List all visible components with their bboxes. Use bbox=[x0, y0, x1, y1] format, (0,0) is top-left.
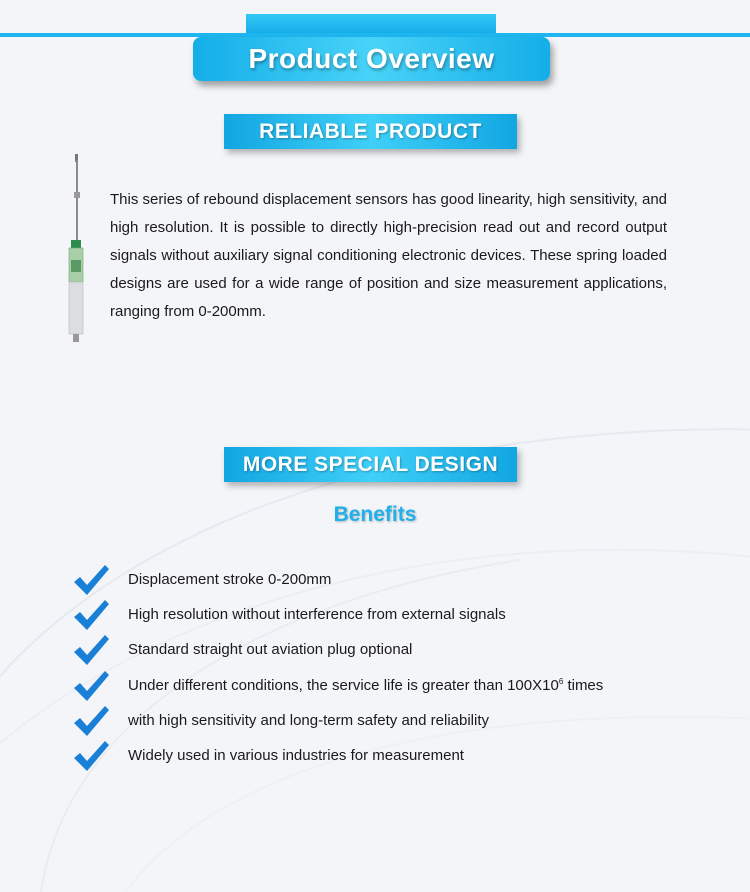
benefit-text-suffix: times bbox=[567, 677, 604, 694]
checkmark-icon bbox=[72, 563, 110, 597]
benefit-item bbox=[72, 632, 712, 667]
benefit-text-main: Under different conditions, the service life is greater than 100X10 bbox=[128, 677, 559, 694]
checkmark-icon bbox=[72, 739, 110, 773]
checkmark-icon bbox=[72, 704, 110, 738]
section-heading: MORE SPECIAL DESIGN bbox=[242, 452, 499, 476]
benefit-item bbox=[72, 597, 712, 632]
benefit-text: Standard straight out aviation plug optional bbox=[128, 641, 413, 658]
checkmark-icon bbox=[72, 598, 110, 632]
benefit-item bbox=[72, 703, 712, 738]
page-title: Product Overview bbox=[248, 43, 495, 74]
benefit-text: Widely used in various industries for measurement bbox=[128, 747, 464, 764]
sensor-illustration bbox=[60, 152, 94, 344]
special-design-banner bbox=[224, 447, 517, 482]
benefit-item bbox=[72, 738, 712, 773]
section-heading: RELIABLE PRODUCT bbox=[259, 119, 482, 143]
checkmark-icon bbox=[72, 633, 110, 667]
checkmark-icon bbox=[72, 669, 110, 703]
description-text: This series of rebound displacement sensors has good linearity, high sensitivity, and high resolution. It is possible to directly high-precision read out and record output signals without auxiliary signal conditioning electronic devices. These spring loaded designs are used for a wide range of position and size measurement applications, ranging from 0-200mm. bbox=[110, 191, 667, 320]
benefit-text: with high sensitivity and long-term safety and reliability bbox=[128, 712, 490, 729]
title-banner bbox=[193, 37, 550, 81]
benefit-item bbox=[72, 562, 712, 597]
benefit-text: High resolution without interference from external signals bbox=[128, 606, 506, 623]
benefits-title: Benefits bbox=[333, 503, 417, 526]
product-description bbox=[110, 186, 667, 326]
benefit-text bbox=[128, 677, 603, 694]
benefit-text: Displacement stroke 0-200mm bbox=[128, 571, 332, 588]
reliable-product-banner bbox=[224, 114, 517, 149]
benefit-item bbox=[72, 668, 712, 703]
benefit-superscript: 6 bbox=[558, 677, 564, 686]
